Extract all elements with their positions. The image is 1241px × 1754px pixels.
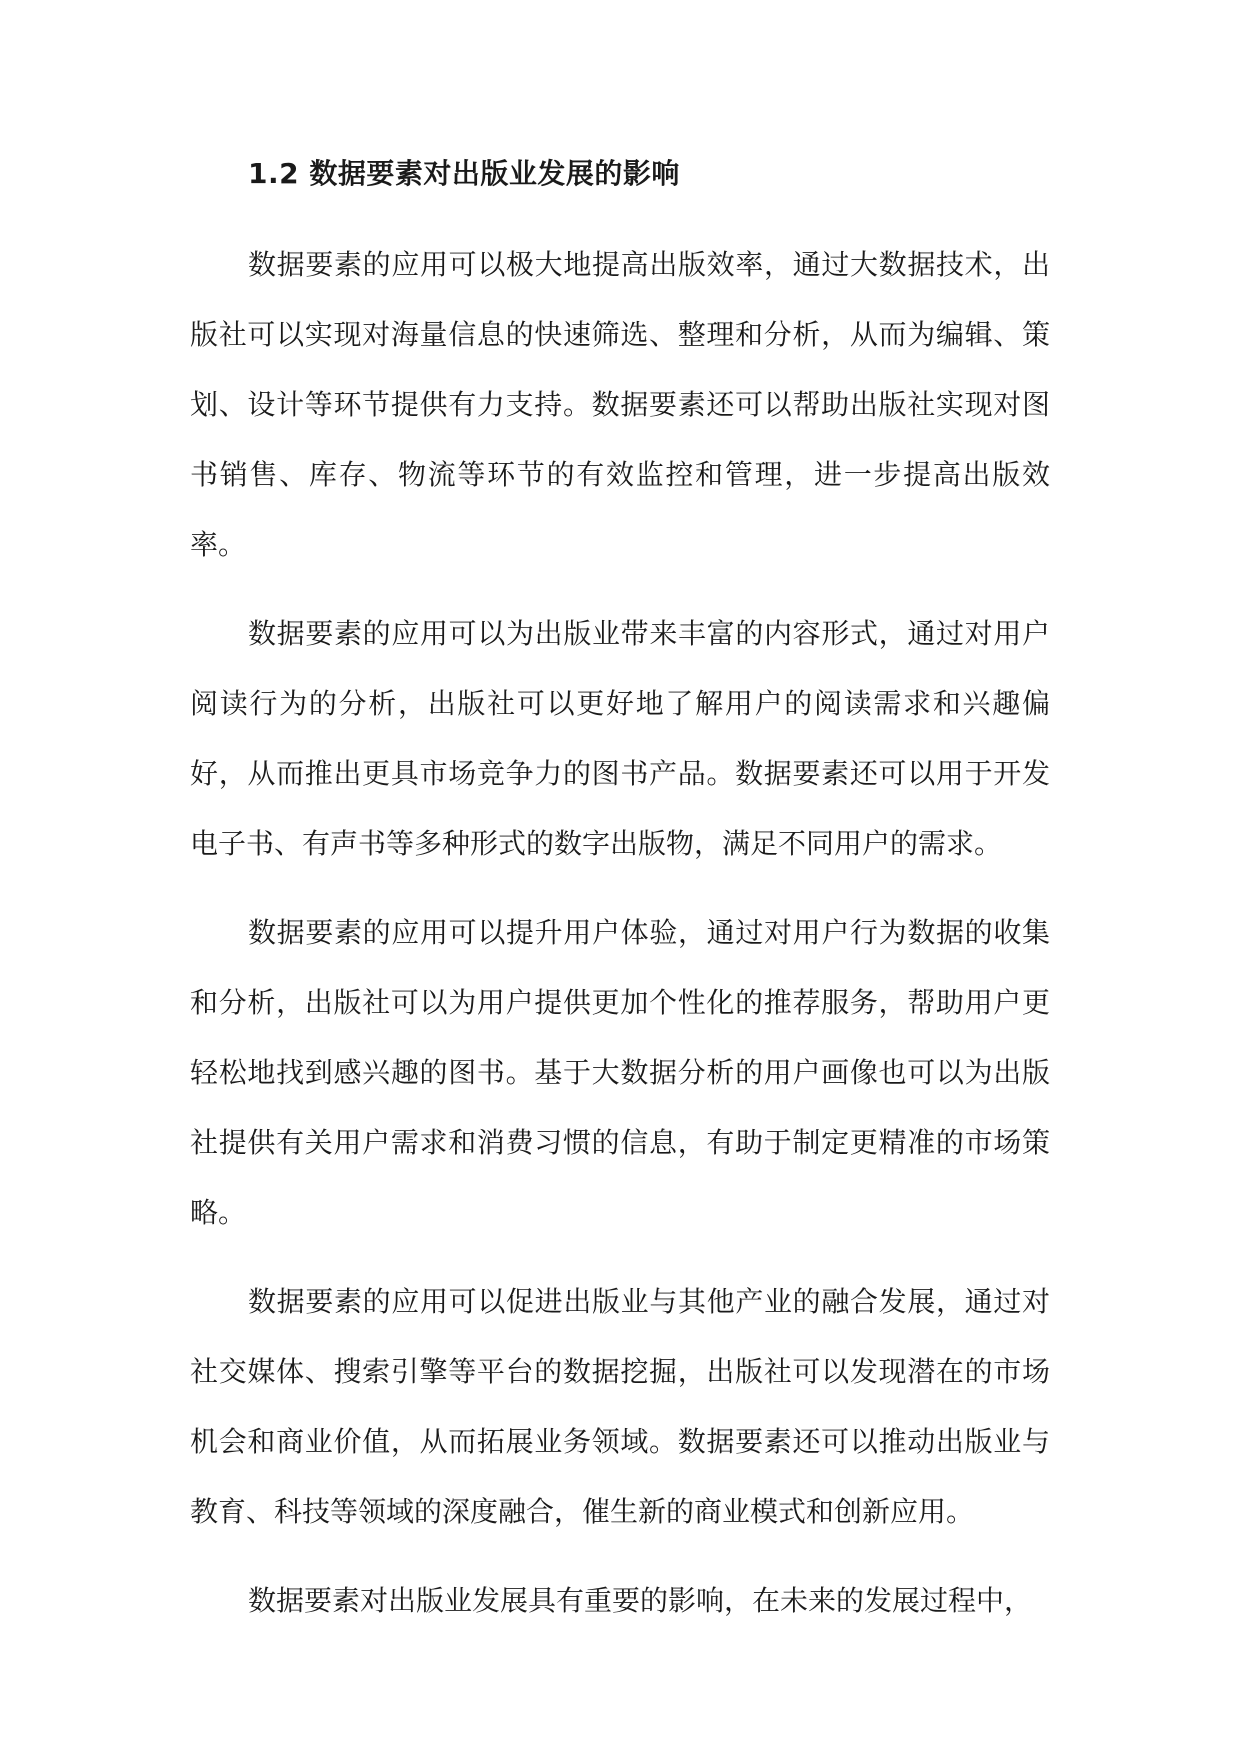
page-content	[190, 152, 1050, 1655]
paragraph-content-forms: 数据要素的应用可以为出版业带来丰富的内容形式，通过对用户阅读行为的分析，出版社可以更好地了解用户的阅读需求和兴趣偏好，从而推出更具市场竞争力的图书产品。数据要素还可以用于开发电子书、有声书等多种形式的数字出版物，满足不同用户的需求。	[190, 617, 1050, 860]
paragraph-user-experience: 数据要素的应用可以提升用户体验，通过对用户行为数据的收集和分析，出版社可以为用户提供更加个性化的推荐服务，帮助用户更轻松地找到感兴趣的图书。基于大数据分析的用户画像也可以为出版社提供有关用户需求和消费习惯的信息，有助于制定更精准的市场策略。	[190, 916, 1050, 1229]
paragraph-efficiency: 数据要素的应用可以极大地提高出版效率，通过大数据技术，出版社可以实现对海量信息的快速筛选、整理和分析，从而为编辑、策划、设计等环节提供有力支持。数据要素还可以帮助出版社实现对图书销售、库存、物流等环节的有效监控和管理，进一步提高出版效率。	[190, 248, 1050, 561]
paragraph-conclusion: 数据要素对出版业发展具有重要的影响，在未来的发展过程中，	[248, 1584, 1033, 1617]
paragraph-industry-integration: 数据要素的应用可以促进出版业与其他产业的融合发展，通过对社交媒体、搜索引擎等平台的数据挖掘，出版社可以发现潜在的市场机会和商业价值，从而拓展业务领域。数据要素还可以推动出版业与教育、科技等领域的深度融合，催生新的商业模式和创新应用。	[190, 1285, 1050, 1528]
section-heading: 1.2 数据要素对出版业发展的影响	[248, 157, 680, 190]
